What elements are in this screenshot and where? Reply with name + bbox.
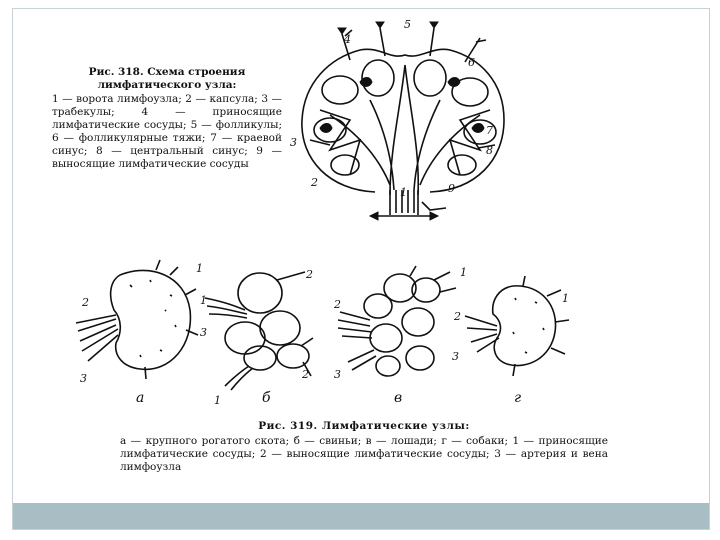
lymph-node-horse [330, 262, 470, 392]
fig319c-label-3: 3 [334, 368, 341, 381]
lymph-node-cattle [70, 255, 210, 385]
fig319b-label-3: 3 [200, 326, 207, 339]
fig318-label-4: 4 [344, 33, 351, 46]
fig319d-label-1: 1 [562, 292, 569, 305]
fig318-label-1: 1 [400, 186, 407, 199]
figure-319-title: Рис. 319. Лимфатические узлы: [258, 420, 470, 432]
fig319b-label-2b: 2 [302, 368, 309, 381]
fig318-label-3: 3 [290, 136, 297, 149]
lymph-node-dog [455, 272, 575, 382]
fig319a-label-3: 3 [80, 372, 87, 385]
fig319d-label-2: 2 [454, 310, 461, 323]
fig319d-label-3: 3 [452, 350, 459, 363]
figure-318-title: Рис. 318. Схема строения лимфатического узла: [88, 66, 246, 91]
fig319b-letter: б [262, 390, 271, 406]
fig318-label-5: 5 [404, 18, 411, 31]
fig319b-label-2a: 2 [306, 268, 313, 281]
fig319b-label-1a: 1 [200, 294, 207, 307]
slide-footer-bar [13, 503, 709, 529]
fig318-label-9: 9 [448, 182, 455, 195]
fig319d-letter: г [514, 390, 522, 406]
figure-319-caption [120, 420, 608, 474]
fig318-label-8: 8 [486, 144, 493, 157]
figure-319-legend: а — крупного рогатого скота; б — свиньи; в — лошади; г — собаки; 1 — приносящие лимфатические сосуды; 2 — выносящие лимфатические сосуды; 3 — артерия и вена лимфоузла [120, 435, 608, 473]
fig319b-label-1b: 1 [214, 394, 221, 407]
fig319a-letter: а [136, 390, 145, 406]
fig318-label-6: 6 [468, 56, 475, 69]
figure-318-legend: 1 — ворота лимфоузла; 2 — капсула; 3 — трабекулы; 4 — приносящие лимфатические сосуды; 5 — фолликулы; 6 — фолликулярные тяжи; 7 — краевой синус; 8 — центральный синус; 9 — выносящие лимфатические сосуды [52, 93, 282, 170]
fig319c-label-2: 2 [334, 298, 341, 311]
figure-318-caption [52, 66, 282, 171]
fig319c-label-1: 1 [460, 266, 467, 279]
fig319c-letter: в [394, 390, 403, 406]
fig318-label-2: 2 [311, 176, 318, 189]
fig319a-label-2: 2 [82, 296, 89, 309]
fig318-label-7: 7 [486, 124, 493, 137]
fig319a-label-1: 1 [196, 262, 203, 275]
